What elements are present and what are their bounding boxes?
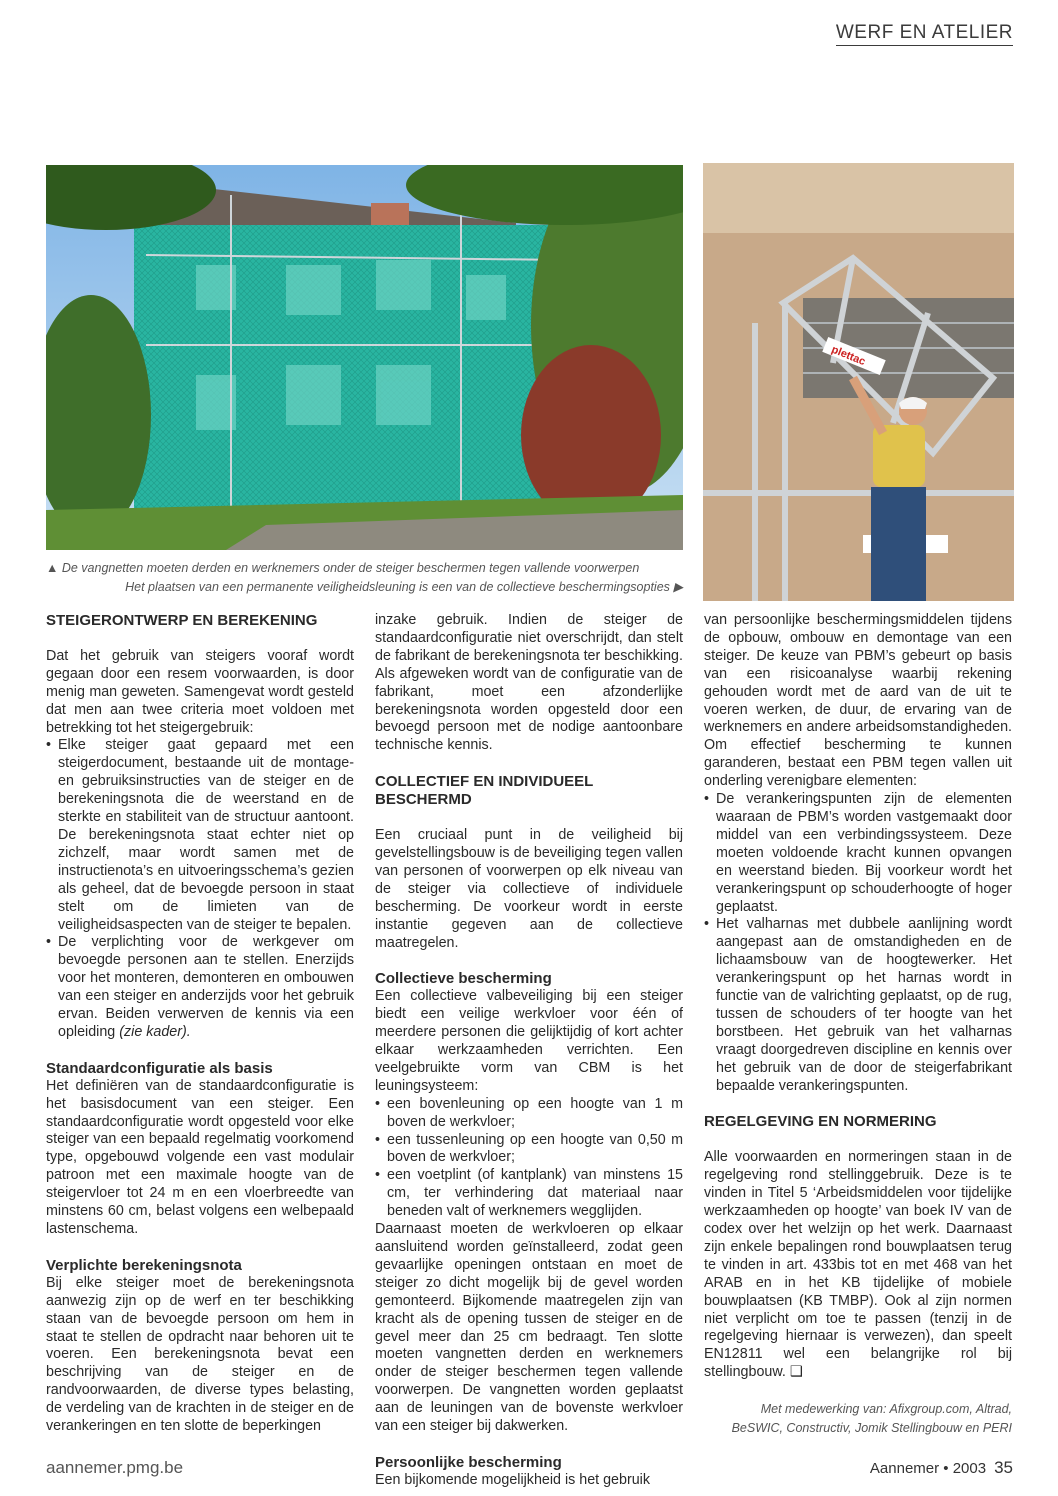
box-reference: (zie kader). [119, 1023, 191, 1040]
footer-issue [870, 1458, 1013, 1478]
section-title: WERF EN ATELIER [836, 22, 1013, 46]
paragraph [704, 1149, 1012, 1382]
bullet-list [704, 791, 1012, 1095]
list-item-text: De verplichting voor de werkgever om bevoegde personen aan te stellen. Enerzijds voor het monteren, demonteren en ombouwen van een steiger en anderzijds voor het gebruik ervan. Beiden verwerven de kennis via een opleiding [58, 934, 354, 1040]
paragraph: van persoonlijke beschermingsmiddelen tijdens de opbouw, ombouw en demontage van een steiger. De keuze van PBM’s gebeurt op basis van een risicoanalyse waarbij rekening gehouden wordt met de aard van de uit te voeren werken, de duur, de ervaring van de werknemers en andere arbeidsomstandigheden. Om effectief bescherming te kunnen garanderen, bestaat een PBM tegen vallen uit onderling verenigbare elementen: [704, 612, 1012, 790]
heading-collectief: COLLECTIEF EN INDIVIDUEEL BESCHERMD [375, 773, 594, 809]
page-number: 35 [994, 1458, 1013, 1477]
paragraph: Daarnaast moeten de werkvloeren op elkaar aansluitend worden geïnstalleerd, zodat geen gevaarlijke openingen ontstaan en moet de steiger zo dicht mogelijk bij de gevel worden gemonteerd. Bijkomende maatregelen zijn van kracht als de opening tussen de steiger en de gevel meer dan 25 cm bedraagt. Ten slotte moeten vangnetten derden en werknemers onder de steiger beschermen tegen vallende voorwerpen. De vangnetten worden geplaatst aan de leuningen van de bovenste werkvloer van een steiger bij dakwerken. [375, 1221, 683, 1435]
subheading-berekeningsnota: Verplichte berekeningsnota [46, 1256, 242, 1274]
paragraph: Een cruciaal punt in de veiligheid bij gevelstellingsbouw is de beveiliging tegen vallen van personen of voorwerpen op elk niveau van de steiger via collectieve of individuele bescherming. De voorkeur wordt in eerste instantie gegeven aan de collectieve maatregelen. [375, 827, 683, 951]
credits [704, 1400, 1012, 1438]
scaffold-net-photo [46, 165, 683, 550]
paragraph: Dat het gebruik van steigers vooraf wordt gegaan door een resem voorwaarden, is door menig man geweten. Samengevat wordt gesteld dat men aan twee criteria moet voldoen met betrekking tot het steigergebruik: [46, 647, 354, 736]
bullet-list [46, 737, 354, 1041]
brand-tag-upper: plettac [829, 343, 868, 369]
footer-website: aannemer.pmg.be [46, 1458, 184, 1477]
paragraph: Een bijkomende mogelijkheid is het gebruik [375, 1471, 650, 1488]
paragraph: Een collectieve valbeveiliging bij een steiger biedt een veilige werkvloer voor één of meerdere personen die gelijktijdig of kort achter elkaar werkzaamheden verrichten. Een veelgebruikte vorm van CBM is het leuningsysteem: [375, 988, 683, 1094]
subheading-standaardconfiguratie: Standaardconfiguratie als basis [46, 1059, 273, 1077]
list-item-text: Elke steiger gaat gepaard met een steigerdocument, bestaande uit de montage- en gebruiksinstructies van de steiger en de berekeningsnota die de weerstand en de sterkte en stabiliteit van de structuur aantoont. De berekeningsnota staat echter niet op zichzelf, maar wordt samen met de instructienota’s en uitvoeringsschema’s gezien als geheel, dat de bevoegde persoon in staat stelt om de limieten van de veiligheidsaspecten van de steiger te bepalen. [58, 737, 354, 933]
heading-regelgeving: REGELGEVING EN NORMERING [704, 1113, 937, 1131]
end-mark-icon: ❑ [789, 1364, 803, 1381]
guardrail-worker-photo [703, 163, 1014, 601]
paragraph: Bij elke steiger moet de berekeningsnota aanwezig zijn op de werf en ter beschikking staan van de bevoegde persoon om hem in staat te stellen de opdracht naar behoren uit te voeren. Een berekeningsnota bevat een beschrijving van de steiger en de randvoorwaarden, de diverse types belasting, de verdeling van de krachten in de steiger en de verankeringen en ten slotte de beperkingen [46, 1274, 354, 1435]
subheading-collectieve-bescherming: Collectieve bescherming [375, 970, 552, 988]
article-column-1 [46, 612, 354, 1436]
credits-line: Met medewerking van: Afixgroup.com, Altrad, [760, 1402, 1012, 1417]
paragraph: Het definiëren van de standaardconfiguratie is het basisdocument van een steiger. Een standaardconfiguratie wordt opgesteld voor elke steiger van een bepaald regelmatig voorkomend type, opgebouwd volgende een vast modulair patroon met een maximale hoogte van de steigervloer tot 24 m en een vloerbreedte van minstens 60 cm, belast volgens een welbepaald lastenschema. [46, 1077, 354, 1237]
article-column-2 [375, 612, 683, 1490]
paragraph: inzake gebruik. Indien de steiger de standaardconfiguratie niet overschrijdt, dan stelt de fabrikant de berekeningsnota ter beschikking. Als afgeweken wordt van de configuratie van de fabrikant, moet een afzonderlijke berekeningsnota worden opgesteld door een bevoegd persoon met de nodige aantoonbare technische kennis. [375, 612, 683, 754]
heading-steigerontwerp: STEIGERONTWERP EN BEREKENING [46, 612, 318, 629]
magazine-issue: Aannemer • 2003 [869, 1460, 987, 1477]
article-column-3 [704, 612, 1012, 1438]
credits-line: BeSWIC, Constructiv, Jomik Stellingbouw en PERI [731, 1421, 1012, 1436]
bullet-list [375, 1096, 683, 1221]
list-item: • een tussenleuning op een hoogte van 0,50 m boven de werkvloer; [375, 1132, 683, 1168]
list-item: • een bovenleuning op een hoogte van 1 m boven de werkvloer; [375, 1096, 683, 1132]
paragraph-text: Alle voorwaarden en normeringen staan in de regelgeving rond stellinggebruik. Deze is te vinden in Titel 5 ‘Arbeidsmiddelen voor tijdelijke werkzaamheden op hoogte’ van boek IV van de codex over het welzijn op het werk. Daarnaast zijn enkele bepalingen rond bouwplaatsen terug te vinden in art. 433bis tot en met 468 van het ARAB en in het KB tijdelijke of mobiele bouwplaatsen (KB TMBP). Ook al zijn normen niet verplicht om toe te passen (tenzij in de regelgeving hiernaar is verwezen), dan speelt EN12811 wel een belangrijke rol bij stellingbouw. [704, 1149, 1012, 1381]
list-item [46, 934, 354, 1041]
list-item [46, 737, 354, 934]
subheading-persoonlijke-bescherming: Persoonlijke bescherming [375, 1453, 562, 1471]
photo1-caption: ▲ De vangnetten moeten derden en werknemers onder de steiger beschermen tegen vallende voorwerpen [46, 561, 640, 575]
photo2-caption: Het plaatsen van een permanente veiligheidsleuning is een van de collectieve beschermingsopties ▶ [125, 580, 683, 594]
list-item: • een voetplint (of kantplank) van minstens 15 cm, ter verhindering dat materiaal naar beneden valt of werknemers wegglijden. [375, 1167, 683, 1221]
list-item: • De verankeringspunten zijn de elementen waaraan de PBM’s worden vastgemaakt door middel van een verbindingssysteem. Deze moeten voldoende kracht kunnen opvangen en weerstand bieden. Bij voorkeur wordt het verankeringspunt op schouderhoogte of hoger geplaatst. [704, 791, 1012, 916]
list-item: • Het valharnas met dubbele aanlijning wordt aangepast aan de omstandigheden en de lichaamsbouw van de hoogtewerker. Het verankeringspunt op het harnas wordt in functie van de valrichting geplaatst, op de rug, tussen de schouders of ter hoogte van het borstbeen. Het gebruik van het valharnas vraagt doorgedreven discipline en kennis over het gebruik van de door de steigerfabrikant bepaalde verankeringspunten. [704, 916, 1012, 1095]
